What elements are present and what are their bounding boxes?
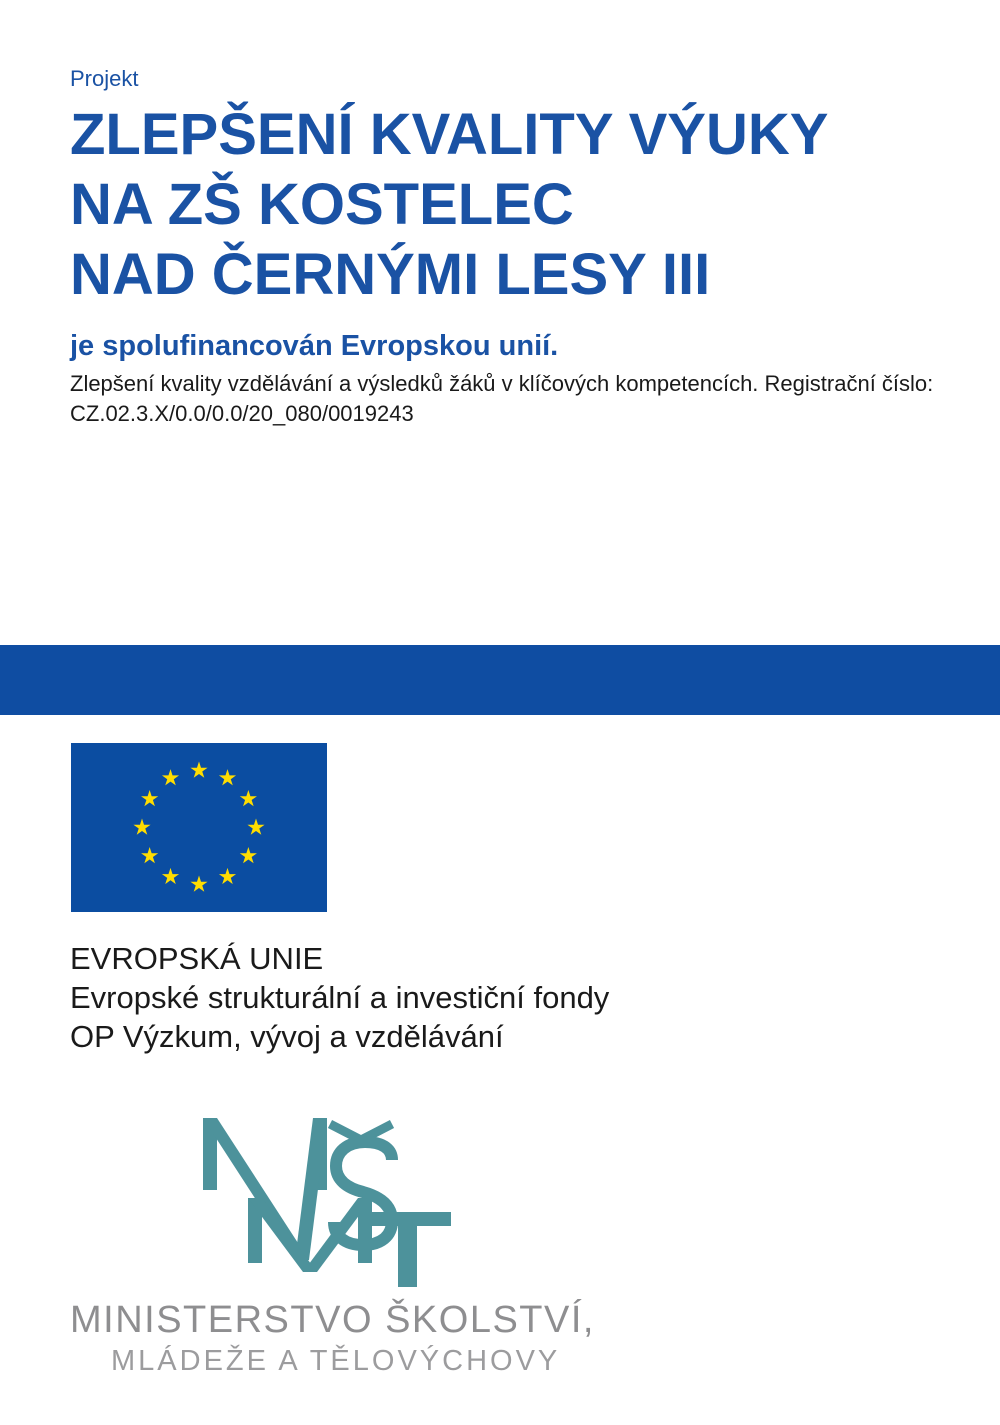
project-title-line-1: ZLEPŠENÍ KVALITY VÝUKY bbox=[70, 102, 829, 167]
project-title-line-2: NA ZŠ KOSTELEC bbox=[70, 172, 574, 237]
eu-logo-text bbox=[70, 939, 609, 1056]
eu-text-line-1: EVROPSKÁ UNIE bbox=[70, 941, 324, 976]
eu-flag bbox=[71, 743, 327, 912]
project-kicker: Projekt bbox=[70, 66, 139, 91]
ministry-name-line-1: MINISTERSTVO ŠKOLSTVÍ, bbox=[70, 1299, 595, 1341]
msmt-logo bbox=[195, 1108, 465, 1290]
blue-divider-band bbox=[0, 645, 1000, 715]
msmt-letter-t bbox=[363, 1212, 451, 1287]
cofinancing-subtitle: je spolufinancován Evropskou unií. bbox=[70, 330, 559, 362]
ministry-name-line-2: MLÁDEŽE A TĚLOVÝCHOVY bbox=[111, 1345, 561, 1377]
eu-text-line-3: OP Výzkum, vývoj a vzdělávání bbox=[70, 1019, 504, 1054]
eu-flag-image bbox=[71, 743, 327, 912]
msmt-logo-image bbox=[195, 1108, 465, 1290]
msmt-letter-m1 bbox=[203, 1118, 327, 1260]
eu-text-line-2: Evropské strukturální a investiční fondy bbox=[70, 980, 610, 1015]
project-title bbox=[70, 100, 828, 310]
project-description: Zlepšení kvality vzdělávání a výsledků žáků v klíčových kompetencích. Registrační číslo: CZ.02.3.X/0.0/0.0/20_080/0019243 bbox=[70, 371, 934, 426]
project-title-line-3: NAD ČERNÝMI LESY III bbox=[70, 242, 711, 307]
